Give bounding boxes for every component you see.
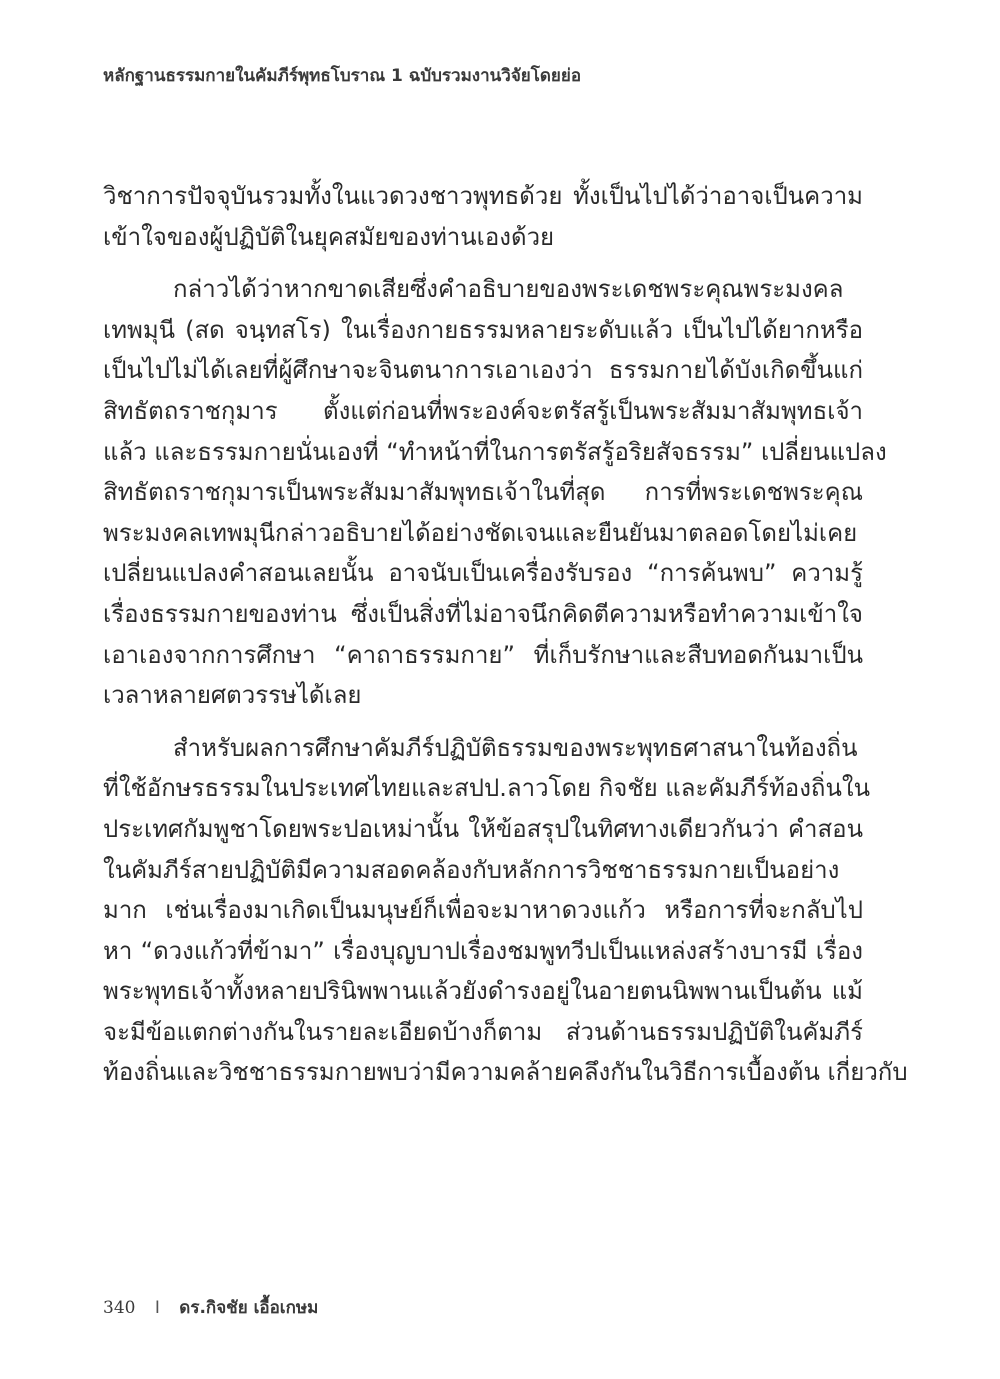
page-number: 340 (103, 1298, 136, 1318)
text-line: ท้องถิ่นและวิชชาธรรมกายพบว่ามีความคล้ายคลึงกันในวิธีการเบื้องต้น เกี่ยวกับ (103, 1058, 908, 1087)
paragraph-2 (103, 269, 887, 716)
running-header: หลักฐานธรรมกายในคัมภีร์พุทธโบราณ 1 ฉบับรวมงานวิจัยโดยย่อ (103, 66, 582, 86)
text-line: เวลาหลายศตวรรษได้เลย (103, 681, 362, 710)
text-line: ประเทศกัมพูชาโดยพระปอเหม่านั้น ให้ข้อสรุปในทิศทางเดียวกันว่า คำสอน (103, 814, 863, 843)
author-name: ดร.กิจชัย เอื้อเกษม (179, 1298, 319, 1318)
text-line: ในคัมภีร์สายปฏิบัติมีความสอดคล้องกับหลักการวิชชาธรรมกายเป็นอย่าง (103, 855, 840, 884)
text-line: สำหรับผลการศึกษาคัมภีร์ปฏิบัติธรรมของพระพุทธศาสนาในท้องถิ่น (173, 733, 858, 762)
text-line: เทพมุนี (สด จนฺทสโร) ในเรื่องกายธรรมหลายระดับแล้ว เป็นไปได้ยากหรือ (103, 315, 863, 344)
footer-separator: I (154, 1298, 160, 1318)
page-footer (103, 1294, 318, 1321)
text-line: เข้าใจของผู้ปฏิบัติในยุคสมัยของท่านเองด้วย (103, 222, 555, 251)
text-line: สิทธัตถราชกุมารเป็นพระสัมมาสัมพุทธเจ้าในที่สุด การที่พระเดชพระคุณ (103, 478, 863, 507)
text-line: แล้ว และธรรมกายนั่นเองที่ “ทำหน้าที่ในการตรัสรู้อริยสัจธรรม” เปลี่ยนแปลง (103, 437, 887, 466)
body-text (103, 176, 908, 1093)
text-line: จะมีข้อแตกต่างกันในรายละเอียดบ้างก็ตาม ส่วนด้านธรรมปฏิบัติในคัมภีร์ (103, 1017, 863, 1046)
text-line: หา “ดวงแก้วที่ข้ามา” เรื่องบุญบาปเรื่องชมพูทวีปเป็นแหล่งสร้างบารมี เรื่อง (103, 936, 863, 965)
text-line: เอาเองจากการศึกษา “คาถาธรรมกาย” ที่เก็บรักษาและสืบทอดกันมาเป็น (103, 640, 863, 669)
text-line: เรื่องธรรมกายของท่าน ซึ่งเป็นสิ่งที่ไม่อาจนึกคิดตีความหรือทำความเข้าใจ (103, 599, 863, 628)
text-line: กล่าวได้ว่าหากขาดเสียซึ่งคำอธิบายของพระเดชพระคุณพระมงคล (173, 275, 844, 304)
text-line: พระพุทธเจ้าทั้งหลายปรินิพพานแล้วยังดำรงอยู่ในอายตนนิพพานเป็นต้น แม้ (103, 977, 863, 1006)
text-line: วิชาการปัจจุบันรวมทั้งในแวดวงชาวพุทธด้วย ทั้งเป็นไปได้ว่าอาจเป็นความ (103, 182, 863, 210)
text-line: มาก เช่นเรื่องมาเกิดเป็นมนุษย์ก็เพื่อจะมาหาดวงแก้ว หรือการที่จะกลับไป (103, 896, 863, 925)
paragraph-3 (103, 728, 908, 1093)
text-line: สิทธัตถราชกุมาร ตั้งแต่ก่อนที่พระองค์จะตรัสรู้เป็นพระสัมมาสัมพุทธเจ้า (103, 396, 863, 425)
paragraph-1 (103, 176, 863, 257)
text-line: เปลี่ยนแปลงคำสอนเลยนั้น อาจนับเป็นเครื่องรับรอง “การค้นพบ” ความรู้ (103, 559, 863, 588)
text-line: ที่ใช้อักษรธรรมในประเทศไทยและสปป.ลาวโดย กิจชัย และคัมภีร์ท้องถิ่นใน (103, 774, 870, 803)
text-line: เป็นไปไม่ได้เลยที่ผู้ศึกษาจะจินตนาการเอาเองว่า ธรรมกายได้บังเกิดขึ้นแก่ (103, 356, 863, 385)
text-line: พระมงคลเทพมุนีกล่าวอธิบายได้อย่างชัดเจนและยืนยันมาตลอดโดยไม่เคย (103, 518, 858, 547)
